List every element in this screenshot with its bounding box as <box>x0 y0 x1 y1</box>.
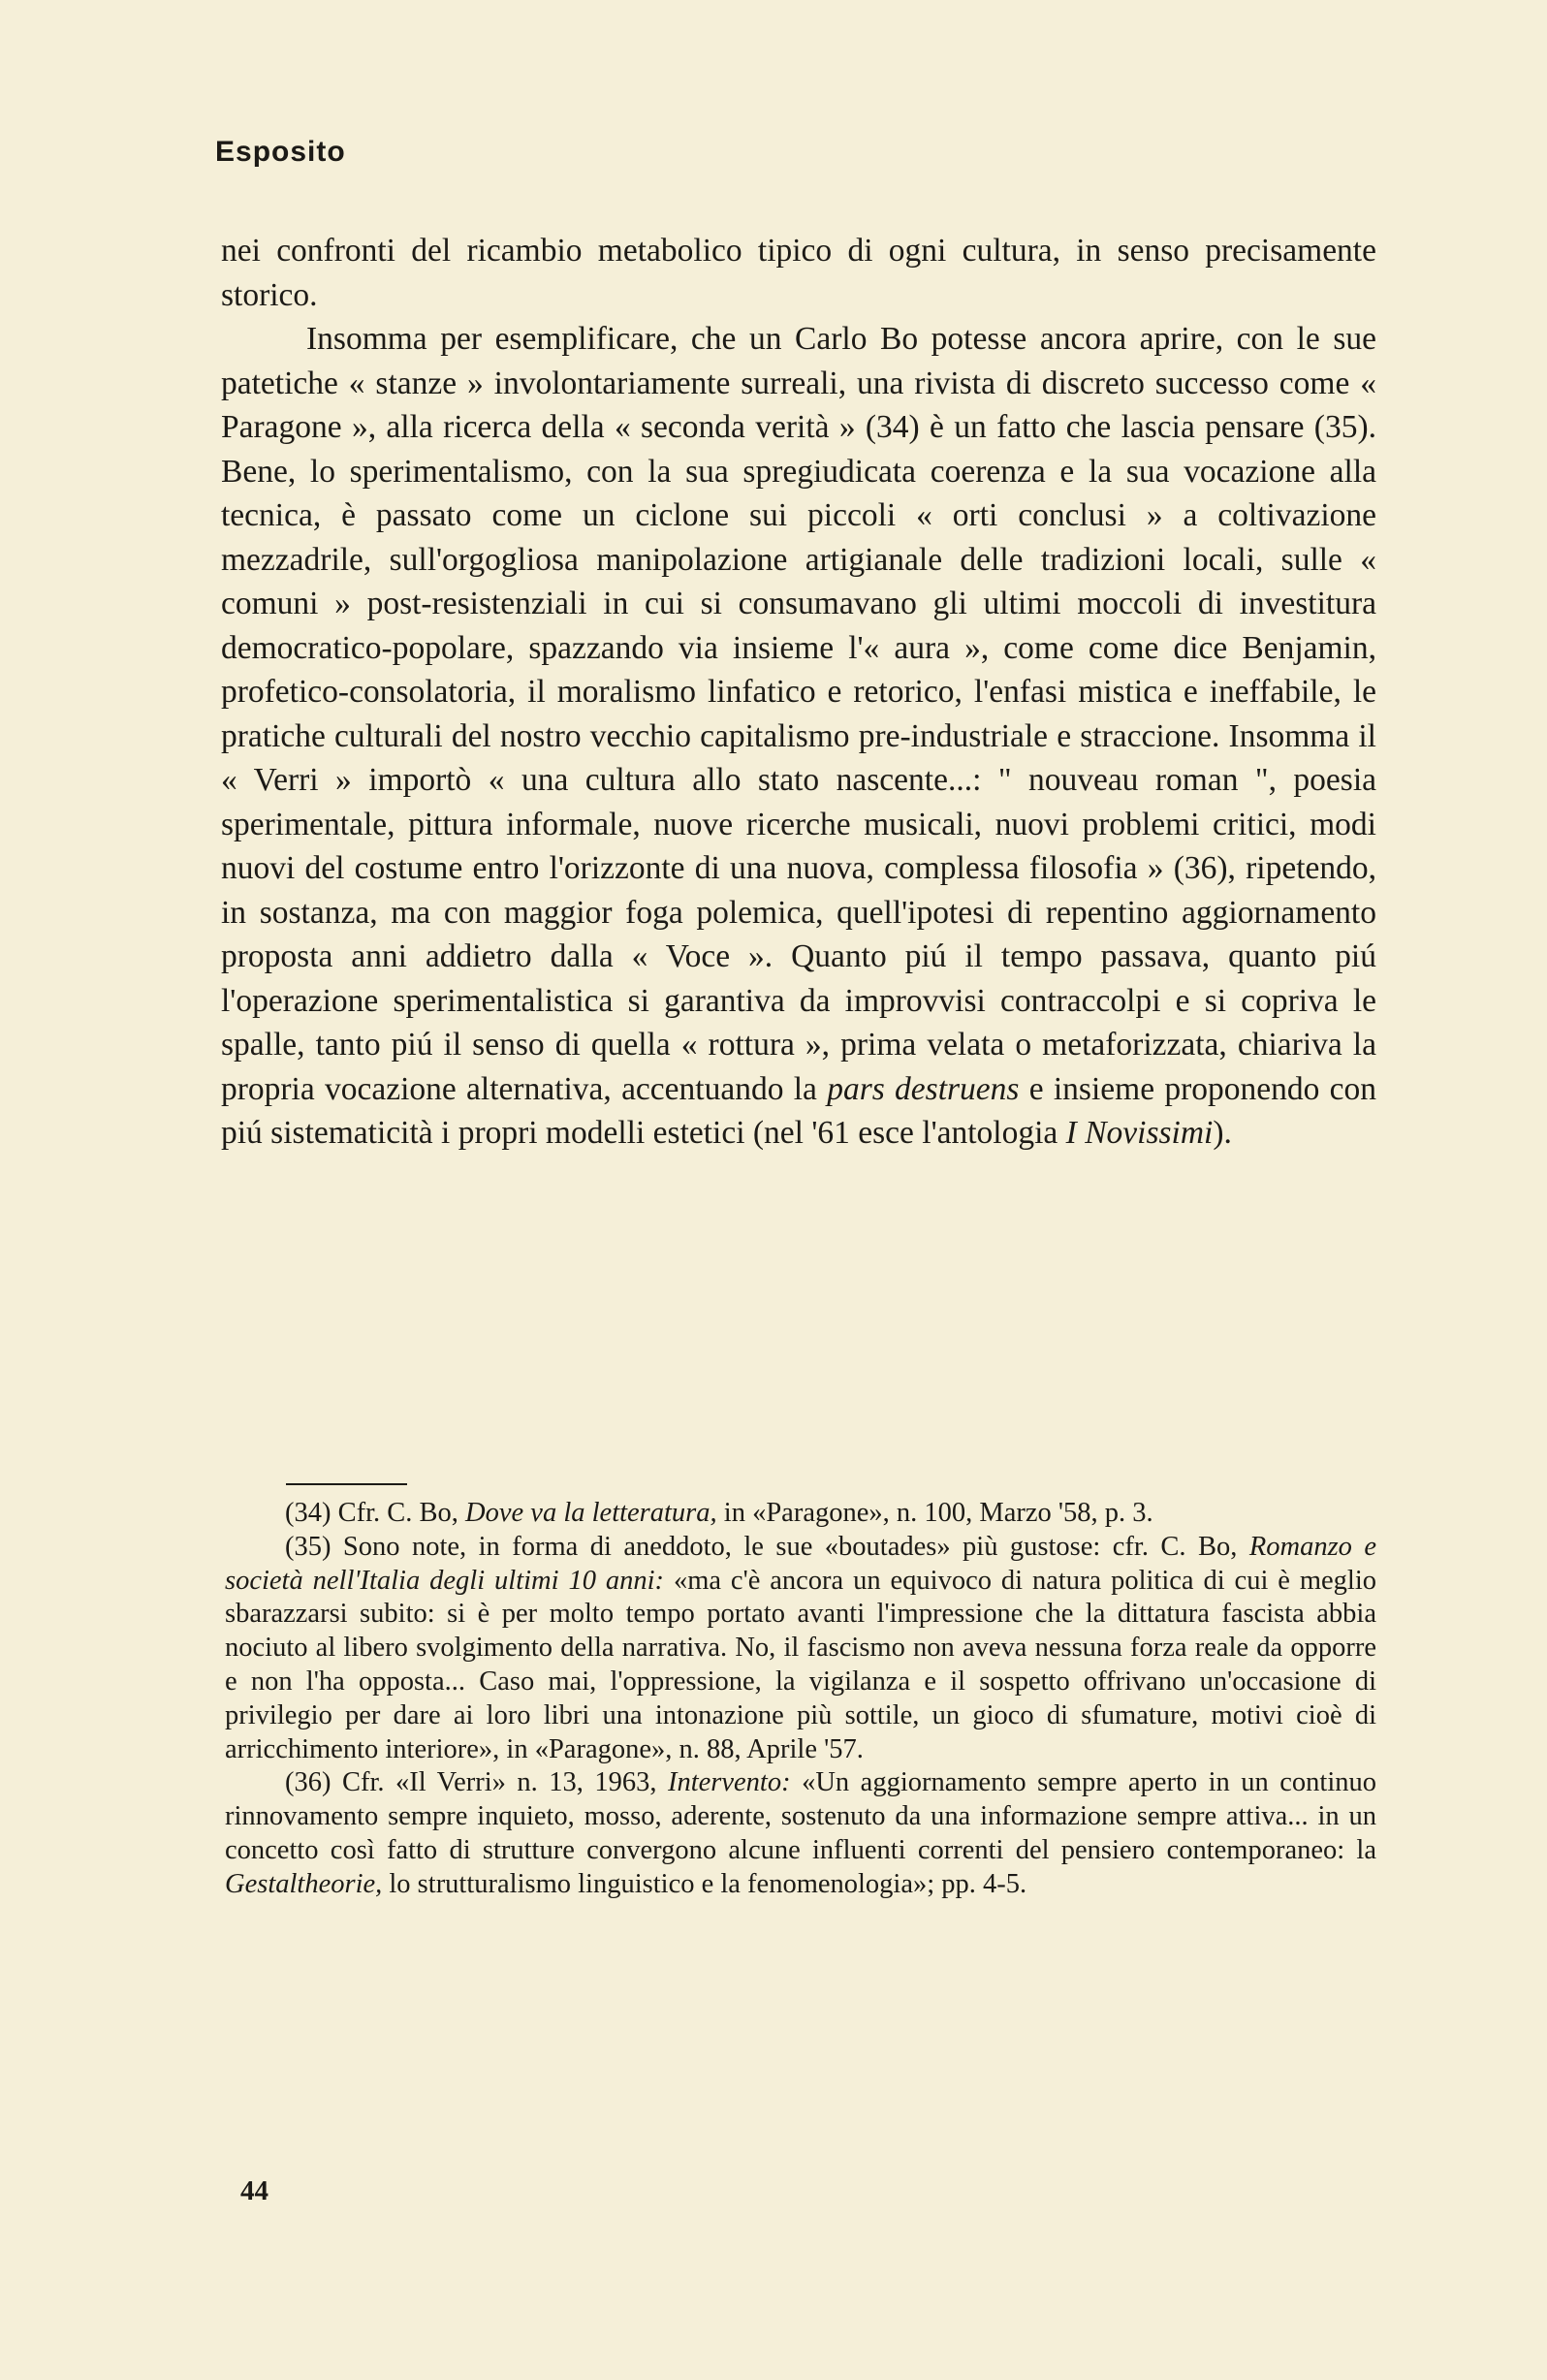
paragraph-1: nei confronti del ricambio metabolico tipico di ogni cultura, in senso precisamente storico. <box>221 233 1376 313</box>
paragraph-2-text-a: Insomma per esemplificare, che un Carlo Bo potesse ancora aprire, con le sue patetiche « stanze » involontariamente surreali, una rivista di discreto successo come « Paragone », alla ricerca della « seconda verità » (34) è un fatto che lascia pensare (35). Bene, lo sperimentalismo, con la sua spregiudicata coerenza e la sua vocazione alla tecnica, è passato come un ciclone sui piccoli « orti conclusi » a coltivazione mezzadrile, sull'orgogliosa manipolazione artigianale delle tradizioni locali, sulle « comuni » post-resistenziali in cui si consumavano gli ultimi moccoli di investitura democratico-popolare, spazzando via insieme l'« aura », come come dice Benjamin, profetico-consolatoria, il moralismo linfatico e retorico, l'enfasi mistica e ineffabile, le pratiche culturali del nostro vecchio capitalismo pre-industriale e straccione. Insomma il « Verri » importò « una cultura allo stato nascente...: " nouveau roman ", poesia sperimentale, pittura informale, nuove ricerche musicali, nuovi problemi critici, modi nuovi del costume entro l'orizzonte di una nuova, complessa filosofia » (36), ripetendo, in sostanza, ma con maggior foga polemica, quell'ipotesi di repentino aggiornamento proposta anni addietro dalla « Voce ». Quanto piú il tempo passava, quanto piú l'operazione sperimentalistica si garantiva da improvvisi contraccolpi e si copriva le spalle, tanto piú il senso di quella « rottura », prima velata o metaforizzata, chiariva la propria vocazione alternativa, accentuando la <box>221 321 1376 1107</box>
running-head: Esposito <box>215 136 346 168</box>
footnote-35-text-b: «ma c'è ancora un equivoco di natura politica di cui è meglio sbarazzarsi subito: si è per molto tempo portato avanti l'impressione che la dittatura fascista abbia nociuto al libero svolgimento della narrativa. No, il fascismo non aveva nessuna forza reale da opporre e non l'ha opposta... Caso mai, l'oppressione, la vigilanza e il sospetto offrivano un'occasione di privilegio per dare ai loro libri una intonazione più sottile, un gioco di sfumature, motivi cioè di arricchimento interiore», in «Paragone», n. 88, Aprile '57. <box>225 1565 1377 1764</box>
main-text <box>221 229 1376 1156</box>
footnote-35-title: Romanzo e società nell'Italia degli ultimi 10 anni: <box>225 1531 1377 1596</box>
italic-novissimi: I Novissimi <box>1065 1115 1214 1151</box>
footnote-rule <box>286 1483 407 1485</box>
footnote-36 <box>225 1766 1376 1901</box>
footnote-36-italic-gestalt: Gestaltheorie, <box>225 1868 383 1899</box>
paragraph-2 <box>221 317 1376 1156</box>
footnotes <box>225 1497 1376 1902</box>
footnote-34-text-a: (34) Cfr. C. Bo, <box>285 1498 458 1528</box>
italic-pars-destruens: pars destruens <box>827 1070 1020 1107</box>
footnote-35 <box>225 1531 1376 1767</box>
paragraph-2-text-c: ). <box>1213 1115 1232 1151</box>
footnote-36-text-c: lo strutturalismo linguistico e la fenomenologia»; pp. 4-5. <box>389 1868 1027 1899</box>
footnote-35-text-a: (35) Sono note, in forma di aneddoto, le sue «boutades» più gustose: cfr. C. Bo, <box>285 1531 1238 1562</box>
footnote-34-title: Dove va la letteratura, <box>465 1498 717 1528</box>
paragraph-2-text-b: e insieme proponendo con piú sistematicità i propri modelli estetici (nel '61 esce l'antologia <box>221 1070 1377 1151</box>
footnote-34 <box>225 1497 1376 1531</box>
footnote-36-text-b: «Un aggiornamento sempre aperto in un continuo rinnovamento sempre inquieto, mosso, aderente, sostenuto da una informazione sempre attiva... in un concetto così fatto di strutture convergono alcune influenti correnti del pensiero contemporaneo: la <box>225 1767 1376 1865</box>
footnote-36-title: Intervento: <box>667 1767 791 1798</box>
footnote-34-text-b: in «Paragone», n. 100, Marzo '58, p. 3. <box>723 1498 1153 1528</box>
page-number: 44 <box>240 2175 268 2206</box>
footnote-36-text-a: (36) Cfr. «Il Verri» n. 13, 1963, <box>285 1767 657 1798</box>
